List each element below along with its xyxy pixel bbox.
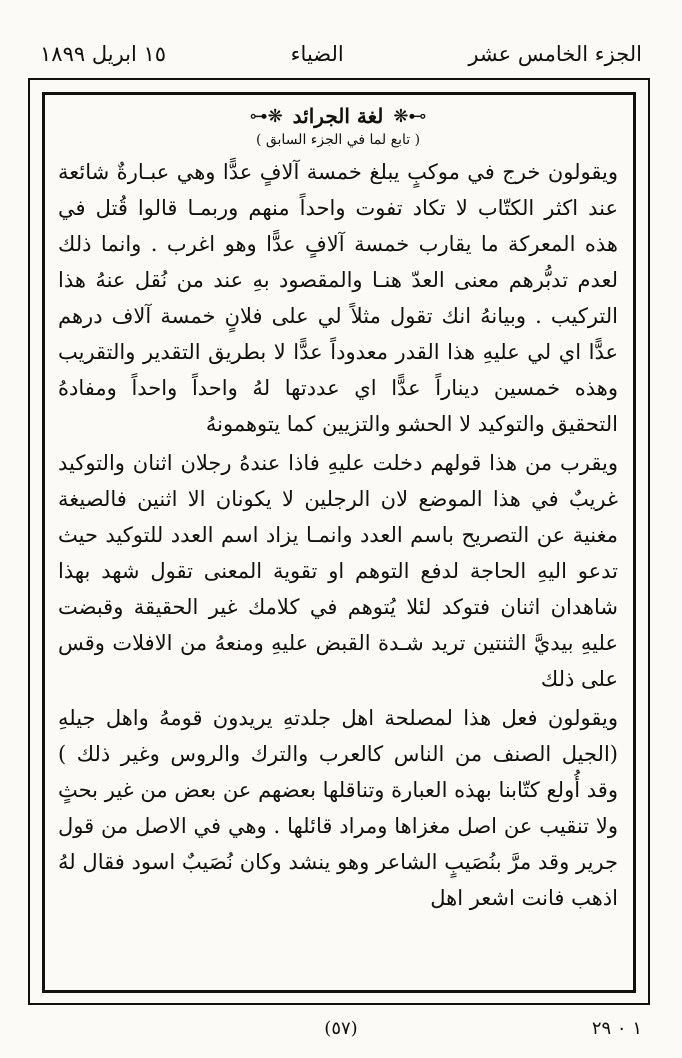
journal-title: الضياء (290, 42, 344, 66)
printer-signature: ١ ٠ ٢٩ (591, 1017, 642, 1039)
article-subtitle: ( تابع لما في الجزء السابق ) (255, 132, 421, 148)
article-title: لغة الجرائد (292, 104, 384, 128)
page-footer (40, 1012, 642, 1044)
paragraph: ويقولون خرج في موكبٍ يبلغ خمسة آلافٍ عدًّا وهي عبـارةٌ شائعة عند اكثر الكتّاب لا تكاد تفوت واحداً منهم وربمـا قالوا قُتل في هذه المعركة ما يقارب خمسة آلافٍ عدًّا وهو اغرب . وانما ذلك لعدم تدبُّرهم معنى العدّ هنـا والمقصود بهِ عند من نُقل عنهُ هذا التركيب . وبيانهُ انك تقول مثلاً لي على فلانٍ خمسة آلاف درهم عدًّا اي لي عليهِ هذا القدر معدوداً عدًّا لا بطريق التقدير والتقريب وهذه خمسين ديناراً عدًّا اي عددتها لهُ واحداً واحداً ومفادهُ التحقيق والتوكيد لا الحشو والتزيين كما يتوهمونهُ (58, 160, 618, 436)
paragraph: ويقولون فعل هذا لمصلحة اهل جلدتهِ يريدون قومهُ واهل جيلهِ (الجيل الصنف من الناس كالعرب والترك والروس وغير ذلك ) وقد أُولع كتّابنا بهذه العبارة وتناقلها بعضهم عن بعض من غير بحثٍ ولا تنقيب عن اصل مغزاها ومراد قائلها . وهي في الاصل من قول جرير وقد مرَّ بنُصَيبٍ الشاعر وهو ينشد وكان نُصَيبٌ اسود فقال لهُ اذهب فانت اشعر اهل (58, 706, 618, 910)
volume-label: الجزء الخامس عشر (468, 42, 642, 66)
ornament-icon: ⊶❋ (393, 105, 427, 127)
article-body (58, 100, 618, 916)
issue-date: ١٥ ابريل ١٨٩٩ (40, 42, 167, 66)
ornament-icon: ❋⊷ (249, 105, 283, 127)
article-heading (58, 104, 618, 128)
paragraph: ويقرب من هذا قولهم دخلت عليهِ فاذا عندهُ رجلان اثنان والتوكيد غريبٌ في هذا الموضع لان الرجلين لا يكونان الا اثنين فالصيغة مغنية عن التصريح باسم العدد وانمـا يزاد اسم العدد للتوكيد حيث تدعو اليهِ الحاجة لدفع التوهم او تقوية المعنى تقول شهد بهذا شاهدان اثنان فتوكد لئلا يُتوهم في كلامك غير الحقيقة وقبضت عليهِ بيديَّ الثنتين تريد شـدة القبض عليهِ ومنعهُ من الافلات وقس على ذلك (58, 451, 618, 691)
running-head (40, 34, 642, 74)
page-number: (٥٧) (324, 1017, 358, 1039)
